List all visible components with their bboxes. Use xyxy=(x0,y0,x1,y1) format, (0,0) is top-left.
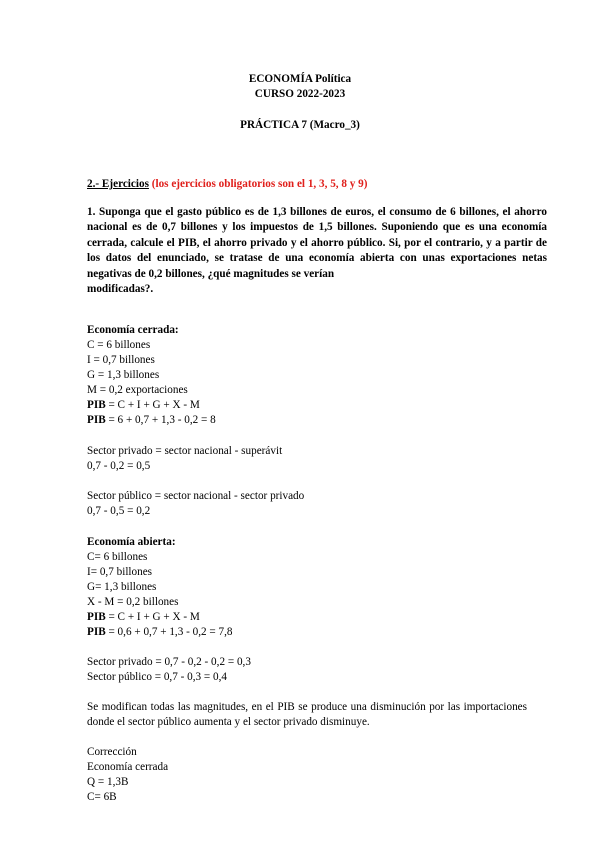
closed-public-sector xyxy=(87,489,527,519)
pib-calc-text: = 0,6 + 0,7 + 1,3 - 0,2 = 7,8 xyxy=(105,626,233,638)
exercises-heading xyxy=(87,177,367,192)
correction-subtitle: Economía cerrada xyxy=(87,761,169,773)
closed-imports: M = 0,2 exportaciones xyxy=(87,384,188,396)
pib-label: PIB xyxy=(87,626,106,638)
correction-q: Q = 1,3B xyxy=(87,776,129,788)
open-net-exports: X - M = 0,2 billones xyxy=(87,596,179,608)
closed-pib-formula xyxy=(87,398,527,413)
open-pib-calc xyxy=(87,625,527,640)
pib-label: PIB xyxy=(87,611,106,623)
closed-private-sector xyxy=(87,444,527,474)
question-text: 1. Suponga que el gasto público es de 1,3 billones de euros, el consumo de 6 billones, el ahorro nacional es de 0,7 billones y los impuestos de 1,5 billones. Suponiendo que es una economía cerrada, calcule el PIB, el ahorro privado y el ahorro público. Si, por el contrario, y a partir de los datos del enunciado, se tratase de una economía abierta con unas exportaciones netas negativas de 0,2 billones, ¿qué magnitudes se verían xyxy=(87,206,547,280)
open-private-sector: Sector privado = 0,7 - 0,2 - 0,2 = 0,3 xyxy=(87,656,251,668)
open-government: G= 1,3 billones xyxy=(87,581,157,593)
correction-c: C= 6B xyxy=(87,791,117,803)
mandatory-note: (los ejercicios obligatorios son el 1, 3, 5, 8 y 9) xyxy=(151,178,368,190)
private-sector-calc: 0,7 - 0,2 = 0,5 xyxy=(87,460,151,472)
open-economy-block xyxy=(87,535,527,640)
pib-label: PIB xyxy=(87,414,106,426)
public-sector-calc: 0,7 - 0,5 = 0,2 xyxy=(87,505,151,517)
pib-label: PIB xyxy=(87,399,106,411)
correction-block xyxy=(87,745,527,805)
course-year: CURSO 2022-2023 xyxy=(254,88,346,100)
correction-title: Corrección xyxy=(87,746,137,758)
practice-title: PRÁCTICA 7 (Macro_3) xyxy=(240,119,360,131)
open-pib-formula xyxy=(87,610,527,625)
pib-formula-text: = C + I + G + X - M xyxy=(105,399,200,411)
private-sector-definition: Sector privado = sector nacional - superávit xyxy=(87,445,283,457)
closed-government: G = 1,3 billones xyxy=(87,369,160,381)
closed-pib-calc xyxy=(87,413,527,428)
open-economy-title: Economía abierta: xyxy=(87,536,176,548)
open-investment: I= 0,7 billones xyxy=(87,566,153,578)
closed-consumption: C = 6 billones xyxy=(87,339,151,351)
public-sector-definition: Sector público = sector nacional - sector privado xyxy=(87,490,305,502)
question-1 xyxy=(87,205,547,297)
open-consumption: C= 6 billones xyxy=(87,551,148,563)
pib-calc-text: = 6 + 0,7 + 1,3 - 0,2 = 8 xyxy=(105,414,216,426)
open-public-sector: Sector público = 0,7 - 0,3 = 0,4 xyxy=(87,671,228,683)
pib-formula-text: = C + I + G + X - M xyxy=(105,611,200,623)
conclusion-paragraph: Se modifican todas las magnitudes, en el PIB se produce una disminución por las importaciones donde el sector público aumenta y el sector privado disminuye. xyxy=(87,701,527,728)
question-text-end: modificadas?. xyxy=(87,283,154,296)
closed-economy-block xyxy=(87,323,527,428)
open-sectors xyxy=(87,655,527,685)
closed-investment: I = 0,7 billones xyxy=(87,354,155,366)
exercises-label: 2.- Ejercicios xyxy=(87,178,149,190)
closed-economy-title: Economía cerrada: xyxy=(87,324,179,336)
document-title: ECONOMÍA Política xyxy=(248,73,352,85)
